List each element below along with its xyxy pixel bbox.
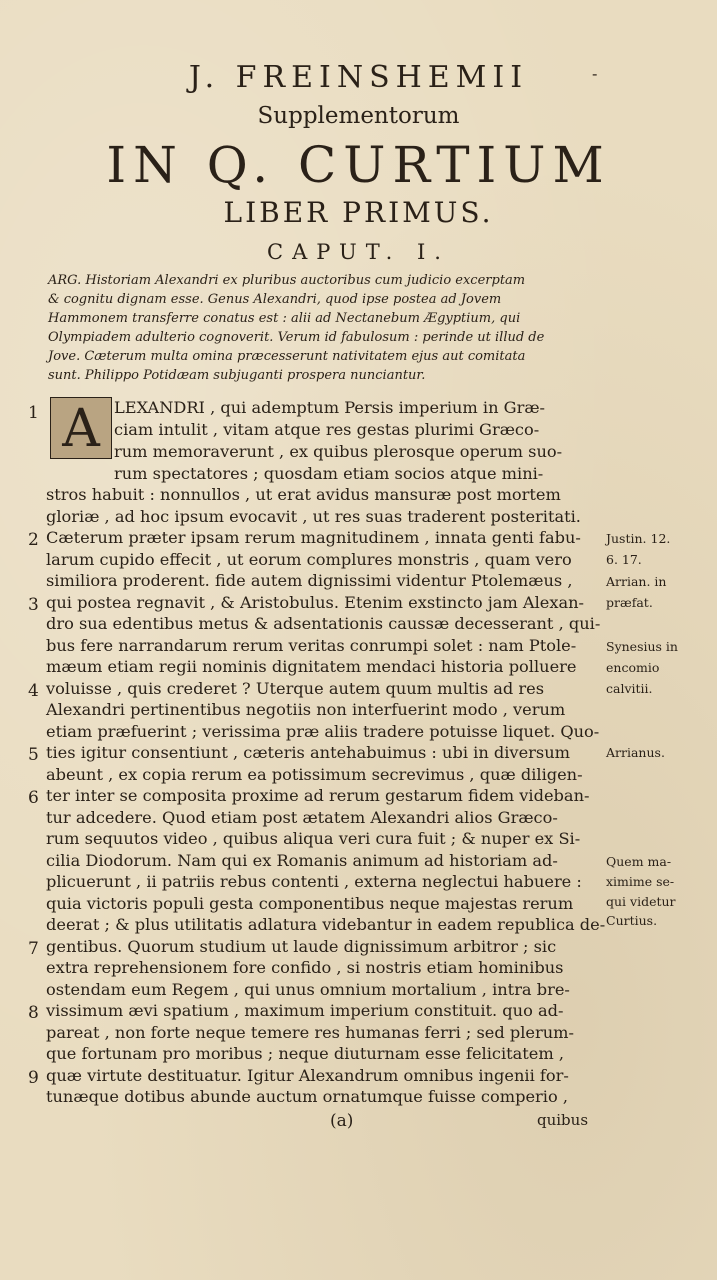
margin-note: calvitii. (606, 681, 653, 696)
text-line: quæ virtute destituatur. Igitur Alexandrum omnibus ingenii for- (46, 1066, 569, 1085)
argument-line: Hammonem transferre conatus est : alii ad Nectanebum Ægyptium, qui (48, 311, 521, 326)
text-line: etiam præfuerint ; verissima præ aliis tradere potuisse liquet. Quo- (46, 722, 600, 741)
text-line: deerat ; & plus utilitatis adlatura videbantur in eadem republica de- (46, 915, 606, 934)
text-line: rum sequutos video , quibus aliqua veri cura fuit ; & nuper ex Si- (46, 829, 581, 848)
text-line: stros habuit : nonnullos , ut erat avidus mansuræ post mortem (46, 485, 561, 504)
section-number: 5 (28, 745, 39, 765)
catchword: quibus (537, 1111, 589, 1129)
author-heading: J. FREINSHEMII (188, 60, 529, 95)
text-line: qui postea regnavit , & Aristobulus. Etenim exstincto jam Alexan- (46, 593, 585, 612)
text-line: pareat , non forte neque temere res humanas ferri ; sed plerum- (46, 1023, 574, 1042)
margin-note: Curtius. (606, 913, 658, 928)
section-number: 6 (28, 788, 39, 808)
margin-note: Synesius in (606, 639, 678, 654)
text-line: ostendam eum Regem , qui unus omnium mortalium , intra bre- (46, 980, 570, 999)
book-title: LIBER PRIMUS. (223, 196, 494, 229)
decorated-initial (50, 397, 112, 459)
text-line: gloriæ , ad hoc ipsum evocavit , ut res suas traderent posteritati. (46, 507, 581, 526)
text-line: vissimum ævi spatium , maximum imperium constituit. quo ad- (46, 1001, 564, 1020)
section-number: 4 (28, 681, 39, 701)
margin-note: 6. 17. (606, 552, 642, 567)
text-line: que fortunam pro moribus ; neque diuturnam esse felicitatem , (46, 1044, 565, 1063)
text-line: ciam intulit , vitam atque res gestas plurimi Græco- (114, 420, 540, 439)
text-line: larum cupido effecit , ut eorum complures monstris , quam vero (46, 550, 572, 569)
corner-mark: - (592, 64, 598, 83)
chapter-heading: CAPUT. I. (267, 240, 450, 264)
margin-note: encomio (606, 660, 660, 675)
initial-letter: A (62, 399, 100, 459)
margin-note: præfat. (606, 595, 653, 610)
text-line: plicuerunt , ii patriis rebus contenti , externa neglectui habuere : (46, 872, 582, 891)
margin-note: Arrianus. (606, 745, 665, 760)
text-line: Cæterum præter ipsam rerum magnitudinem , innata genti fabu- (46, 528, 581, 547)
section-number: 1 (28, 403, 39, 423)
margin-note: qui videtur (606, 894, 676, 909)
text-line: voluisse , quis crederet ? Uterque autem quum multis ad res (46, 679, 545, 698)
margin-note: ximime se- (606, 874, 675, 889)
text-line: dro sua edentibus metus & adsentationis caussæ decesserant , qui- (46, 614, 601, 633)
text-line: quia victoris populi gesta componentibus neque majestas rerum (46, 894, 574, 913)
section-number: 7 (28, 939, 39, 959)
text-line: mæum etiam regii nominis dignitatem mendaci historia polluere (46, 657, 577, 676)
text-line: bus fere narrandarum rerum veritas conrumpi solet : nam Ptole- (46, 636, 577, 655)
argument-line: Olympiadem adulterio cognoverit. Verum id fabulosum : perinde ut illud de (48, 330, 545, 345)
margin-note: Justin. 12. (606, 531, 671, 546)
argument-line: & cognitu dignam esse. Genus Alexandri, quod ipse postea ad Jovem (48, 292, 502, 307)
argument-line: sunt. Philippo Potidæam subjuganti prospera nunciantur. (48, 368, 426, 383)
text-line: tur adcedere. Quod etiam post ætatem Alexandri alios Græco- (46, 808, 558, 827)
margin-note: Arrian. in (606, 574, 667, 589)
subtitle-heading: Supplementorum (257, 103, 460, 129)
signature-mark: (a) (330, 1111, 354, 1131)
section-number: 2 (28, 530, 39, 550)
text-line: Alexandri pertinentibus negotiis non interfuerint modo , verum (46, 700, 566, 719)
section-number: 8 (28, 1003, 39, 1023)
text-line: LEXANDRI , qui ademptum Persis imperium in Græ- (114, 398, 546, 417)
text-line: cilia Diodorum. Nam qui ex Romanis animum ad historiam ad- (46, 851, 558, 870)
margin-note: Quem ma- (606, 854, 672, 869)
text-line: similiora proderent. fide autem dignissimi videntur Ptolemæus , (46, 571, 573, 590)
text-line: rum memoraverunt , ex quibus plerosque operum suo- (114, 442, 563, 461)
text-line: rum spectatores ; quosdam etiam socios atque mini- (114, 464, 544, 483)
argument-line: Jove. Cæterum multa omina præcesserunt nativitatem ejus aut comitata (48, 349, 526, 364)
section-number: 3 (28, 595, 39, 615)
argument-line: ARG. Historiam Alexandri ex pluribus auctoribus cum judicio excerptam (48, 273, 526, 288)
text-line: tunæque dotibus abunde auctum ornatumque fuisse comperio , (46, 1087, 568, 1106)
text-line: ties igitur consentiunt , cæteris antehabuimus : ubi in diversum (46, 743, 570, 762)
main-title: IN Q. CURTIUM (106, 136, 611, 194)
text-line: gentibus. Quorum studium ut laude dignissimum arbitror ; sic (46, 937, 557, 956)
section-number: 9 (28, 1068, 39, 1088)
text-line: extra reprehensionem fore confido , si nostris etiam hominibus (46, 958, 564, 977)
text-line: abeunt , ex copia rerum ea potissimum secrevimus , quæ diligen- (46, 765, 583, 784)
text-line: ter inter se composita proxime ad rerum gestarum fidem videban- (46, 786, 590, 805)
